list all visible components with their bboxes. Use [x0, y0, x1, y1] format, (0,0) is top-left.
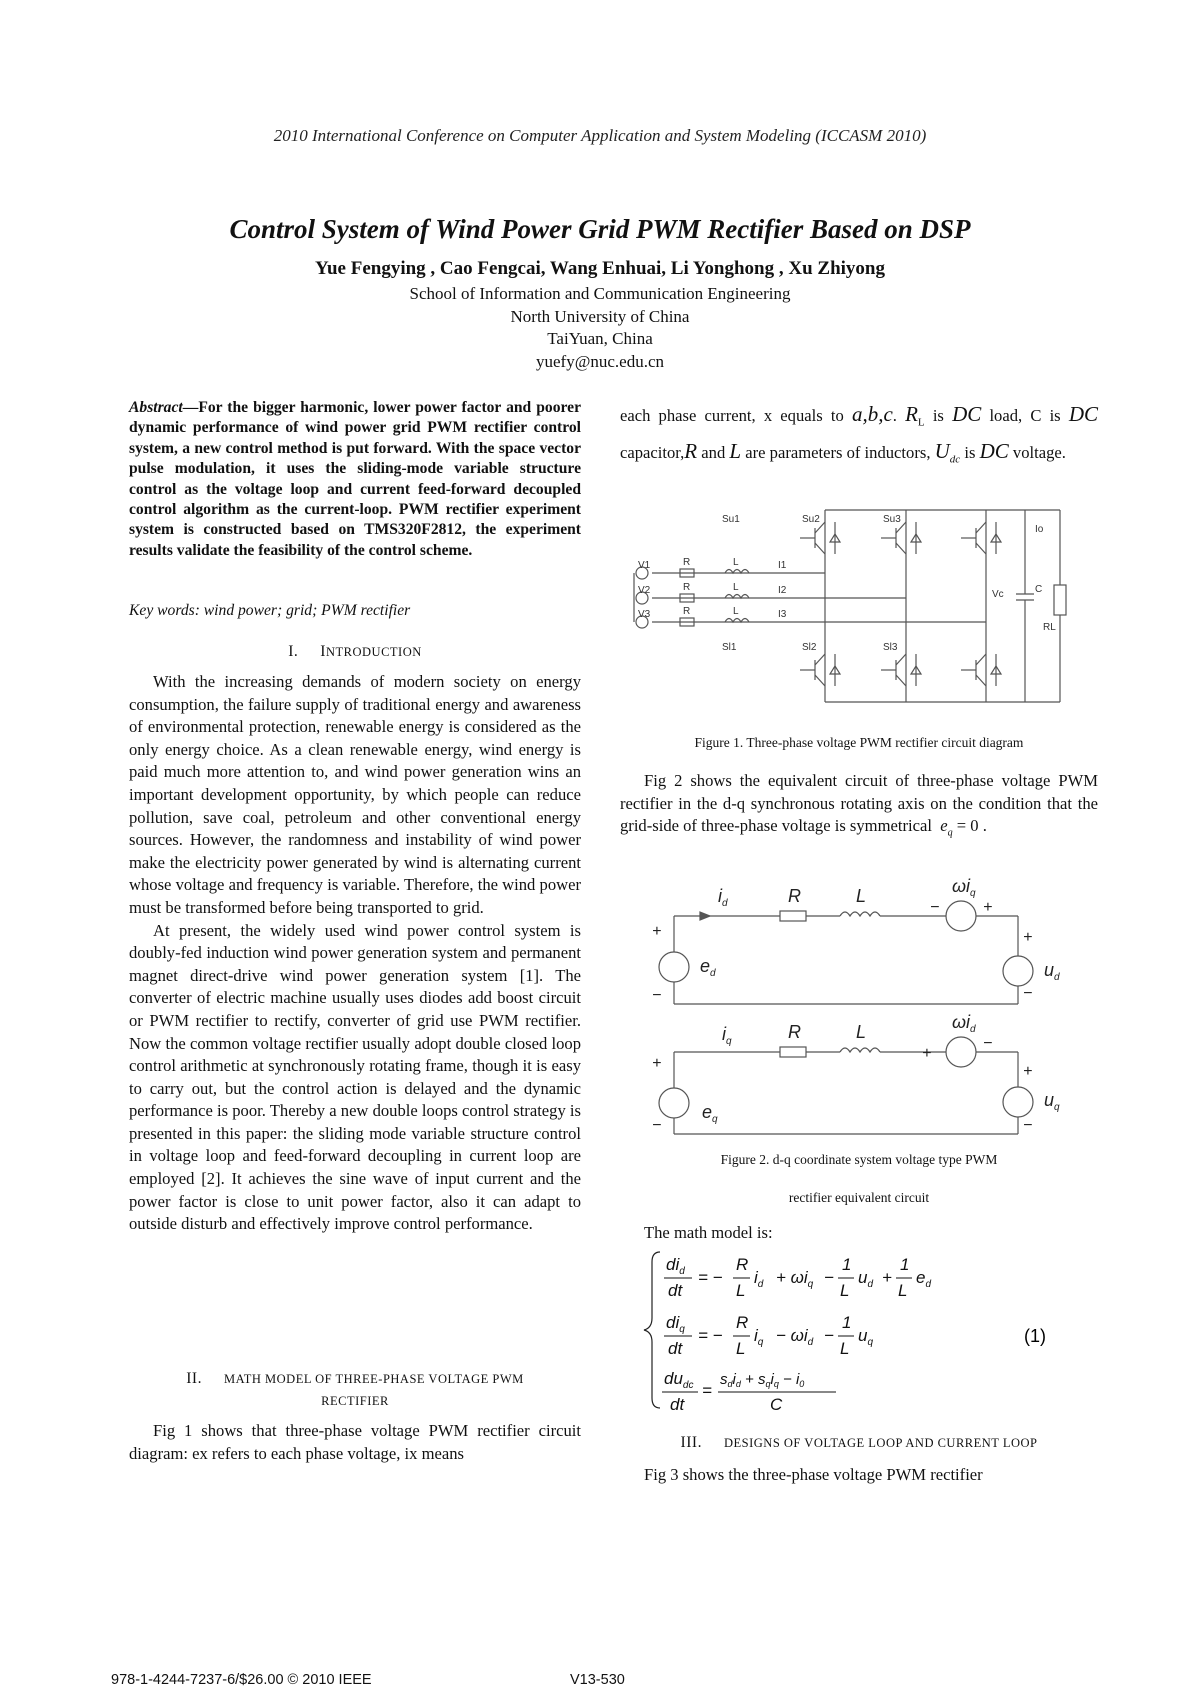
label-minus-uq: −: [1023, 1117, 1033, 1134]
label-plus-top: +: [983, 899, 993, 916]
text-run: .: [892, 406, 906, 425]
section-2-title-line1: MATH MODEL OF THREE-PHASE VOLTAGE PWM: [223, 1372, 524, 1386]
eq2-one: 1: [842, 1313, 852, 1332]
figure-2-circuit: [630, 872, 1070, 1142]
eq1-one2: 1: [900, 1255, 910, 1274]
label-minus-ud: −: [1023, 985, 1033, 1002]
eq3-num: $du_{dc}$: [664, 1369, 694, 1391]
label-plus-ud: +: [1023, 929, 1033, 946]
label-r1: R: [683, 557, 691, 568]
affiliation-email: yuefy@nuc.edu.cn: [536, 351, 664, 371]
label-v1: V1: [638, 560, 651, 571]
keywords: Key words: wind power; grid; PWM rectifier: [129, 602, 411, 619]
label-uq: $u_q$: [1044, 1090, 1060, 1113]
label-su2: Su2: [802, 514, 820, 525]
section-3-heading: [620, 1434, 1098, 1452]
eq1-L: L: [736, 1281, 746, 1300]
label-minus-top: −: [930, 899, 940, 916]
label-r2: R: [683, 582, 691, 593]
section-3-number: III.: [680, 1434, 702, 1451]
section-2-title-line2: RECTIFIER: [321, 1394, 389, 1408]
label-minus-bottom: −: [983, 1035, 993, 1052]
eq2-rhs4: −: [824, 1326, 834, 1345]
text-run: capacitor,: [620, 443, 685, 463]
label-plus-bottom: +: [922, 1045, 932, 1062]
label-ed: $e_d$: [700, 956, 716, 979]
section-3-text: Fig 3 shows the three-phase voltage PWM rectifier: [644, 1465, 983, 1484]
eq1-rhs1: = −: [698, 1268, 723, 1287]
label-l2: L: [733, 582, 739, 593]
label-minus-ed: −: [652, 987, 662, 1004]
r-symbol: R: [684, 439, 698, 464]
footer-page-number: V13-530: [570, 1672, 625, 1688]
label-l-top: L: [856, 886, 867, 906]
eq1-rhs5: $u_d$: [858, 1268, 874, 1290]
label-su3: Su3: [883, 514, 901, 525]
l-symbol: L: [729, 439, 742, 464]
text-run: load, C is: [989, 406, 1061, 425]
equation-1: [640, 1246, 1100, 1414]
label-sl2: Sl2: [802, 642, 817, 653]
label-c: C: [1035, 584, 1043, 595]
label-omega-iq: $\omega i_q$: [952, 876, 976, 899]
label-plus-eq: +: [652, 1055, 662, 1072]
eq2-den: dt: [668, 1339, 683, 1358]
section-1-title-first: I: [320, 643, 326, 660]
label-omega-id: $\omega i_d$: [952, 1012, 976, 1035]
label-plus-ed: +: [652, 923, 662, 940]
figure-2-caption-line1: Figure 2. d-q coordinate system voltage type PWM: [720, 1152, 998, 1167]
fig2-intro-paragraph: [620, 770, 1098, 845]
label-ud: $u_d$: [1044, 960, 1060, 983]
eq1-num: $di_d$: [666, 1255, 685, 1277]
text-run: is: [924, 406, 953, 425]
eq1-rhs4: −: [824, 1268, 834, 1287]
label-rl: RL: [1043, 622, 1056, 633]
eq1-den: dt: [668, 1281, 683, 1300]
eq1-R: R: [736, 1255, 749, 1274]
label-plus-uq: +: [1023, 1063, 1033, 1080]
u-symbol: U: [934, 439, 950, 464]
text-run: voltage.: [1012, 443, 1066, 463]
label-sl1: Sl1: [722, 642, 737, 653]
label-i2: I2: [778, 585, 787, 596]
figure-1-circuit: [630, 500, 1100, 712]
figure-1-caption: Figure 1. Three-phase voltage PWM rectifier circuit diagram: [694, 735, 1024, 750]
dc-symbol: DC: [979, 439, 1009, 464]
text-run: and: [701, 443, 726, 463]
intro-column: [129, 671, 581, 1236]
eq-rest: = 0 .: [952, 816, 987, 836]
section-2-number: II.: [186, 1370, 202, 1387]
section-3-title: DESIGNS OF VOLTAGE LOOP AND CURRENT LOOP: [724, 1436, 1038, 1450]
eq2-num: $di_q$: [666, 1313, 685, 1335]
affiliation-city: TaiYuan, China: [547, 329, 653, 348]
rl-sub: L: [917, 416, 925, 429]
eq-sub: q: [947, 827, 953, 839]
label-id: $i_d$: [718, 886, 728, 909]
equation-number: (1): [1024, 1326, 1046, 1346]
label-su1: Su1: [722, 514, 740, 525]
label-r-top: R: [788, 886, 801, 906]
abstract: [129, 398, 581, 561]
intro-paragraph-2: At present, the widely used wind power control system is doubly-fed induction wind power generation system and permanent magnet direct-drive wind power generation system [1]. The converter of electric machine usually uses diodes add boost circuit or PWM rectifier to rectify, converter of grid use PWM rectifier. Now the common voltage rectifier usually adopt double closed loop control arithmetic at synchronously rotating frame, though it is easy to carry out, but the control action is delayed and the dynamic performance is poor. Thereby a new double loops control strategy is presented in this paper: the sliding mode variable structure control in voltage loop and feed-forward decoupling in current loop are employed [2]. It achieves the sine wave of input current and the power factor is close to unit power factor, also it can adapt to outside disturb and effectively improve control performance.: [129, 920, 581, 1234]
paper-title: Control System of Wind Power Grid PWM Rectifier Based on DSP: [229, 214, 971, 244]
eq2-L: L: [736, 1339, 746, 1358]
label-minus-eq: −: [652, 1117, 662, 1134]
eq2-rhs3: − $\omega i_d$: [776, 1326, 814, 1348]
abc-symbol: a,b,c: [851, 402, 893, 426]
label-r-bottom: R: [788, 1022, 801, 1042]
section-3-paragraph: [620, 1464, 1098, 1487]
math-model-intro: [620, 1222, 1098, 1245]
eq3-bottom: C: [770, 1395, 783, 1414]
label-iq: $i_q$: [722, 1024, 732, 1047]
eq2-rhs1: = −: [698, 1326, 723, 1345]
eq2-R: R: [736, 1313, 749, 1332]
section-2-heading: [129, 1368, 581, 1412]
eq2-rhs5: $u_q$: [858, 1326, 874, 1348]
section-1-title-rest: NTRODUCTION: [326, 645, 422, 659]
math-paragraph-1: Fig 1 shows that three-phase voltage PWM rectifier circuit diagram: ex refers to each phase voltage, ix means: [129, 1421, 581, 1463]
label-l3: L: [733, 606, 739, 617]
right-paragraph-1: each phase current, x equals to a,b,c. $R_L$ is DC load, C is DC capacitor,R and L are parameters of inductors, $U_{dc}$ is DC voltage.: [620, 402, 1098, 466]
label-r3: R: [683, 606, 691, 617]
dc-symbol: DC: [1068, 402, 1098, 426]
label-l1: L: [733, 557, 739, 568]
footer-isbn: 978-1-4244-7237-6/$26.00 © 2010 IEEE: [111, 1672, 372, 1688]
eq1-L2: L: [840, 1281, 850, 1300]
affiliation-university: North University of China: [510, 306, 690, 326]
eq3-top: $s_di_d + s_qi_q - i_0$: [720, 1371, 805, 1389]
eq1-rhs7: $e_d$: [916, 1268, 932, 1290]
eq1-L3: L: [898, 1281, 908, 1300]
math-model-text: The math model is:: [644, 1223, 773, 1242]
intro-paragraph-1: With the increasing demands of modern society on energy consumption, the failure supply of traditional energy and awareness of environmental protection, renewable energy is considered as the only energy choice. As a clean renewable energy, wind energy is paid much more attention to, and wind power generation wins an important development opportunity, by which people can reduce pollution, save coal, petroleum and other conventional energy sources. However, the randomness and instability of wind power make the electricity power generated by wind is alternating current whose voltage and frequency is variable. Therefore, the wind power must be transformed before being transported to grid.: [129, 672, 581, 917]
label-v3: V3: [638, 609, 651, 620]
label-vc: Vc: [992, 589, 1004, 600]
eq1-one: 1: [842, 1255, 852, 1274]
label-i1: I1: [778, 560, 787, 571]
eq-symbol: e: [940, 816, 948, 836]
conference-header: 2010 International Conference on Computer Application and System Modeling (ICCASM 2010): [273, 126, 927, 145]
label-io: Io: [1035, 524, 1044, 535]
label-eq: $e_q$: [702, 1102, 718, 1125]
dc-symbol: DC: [952, 402, 982, 426]
eq1-rhs3: + $\omega i_q$: [776, 1268, 814, 1290]
eq2-L2: L: [840, 1339, 850, 1358]
label-sl3: Sl3: [883, 642, 898, 653]
rl-symbol: R: [905, 402, 918, 426]
abstract-lead: Abstract: [129, 399, 183, 416]
math-column: [129, 1420, 581, 1465]
u-sub: dc: [949, 453, 961, 466]
eq1-rhs6: +: [882, 1268, 892, 1287]
figure-2-caption-line2: rectifier equivalent circuit: [788, 1190, 930, 1205]
section-1-heading: [129, 643, 581, 661]
abstract-text: —For the bigger harmonic, lower power factor and poorer dynamic performance of wind power grid PWM rectifier control system, a new control method is put forward. With the space vector pulse modulation, it uses the sliding-mode variable structure control as the voltage loop and current feed-forward decoupled control algorithm as the current-loop. PWM rectifier experiment system is constructed based on TMS320F2812, the experiment results validate the feasibility of the control scheme.: [129, 399, 581, 559]
text-run: are parameters of inductors,: [745, 443, 931, 463]
eq3-eq: =: [702, 1381, 712, 1400]
text-run: each phase current, x equals to: [620, 406, 844, 425]
section-1-number: I.: [288, 643, 299, 660]
label-l-bottom: L: [856, 1022, 867, 1042]
eq3-den: dt: [670, 1395, 685, 1414]
affiliation-school: School of Information and Communication Engineering: [409, 284, 791, 303]
paper-authors: Yue Fengying , Cao Fengcai, Wang Enhuai, Li Yonghong , Xu Zhiyong: [315, 258, 885, 279]
fig2-intro-text: Fig 2 shows the equivalent circuit of three-phase voltage PWM rectifier in the d-q synchronous rotating axis on the condition that the grid-side of three-phase voltage is symmetrical: [620, 771, 1098, 836]
label-v2: V2: [638, 585, 651, 596]
eq1-rhs2: $i_d$: [754, 1268, 764, 1290]
label-i3: I3: [778, 609, 787, 620]
eq2-rhs2: $i_q$: [754, 1326, 764, 1348]
